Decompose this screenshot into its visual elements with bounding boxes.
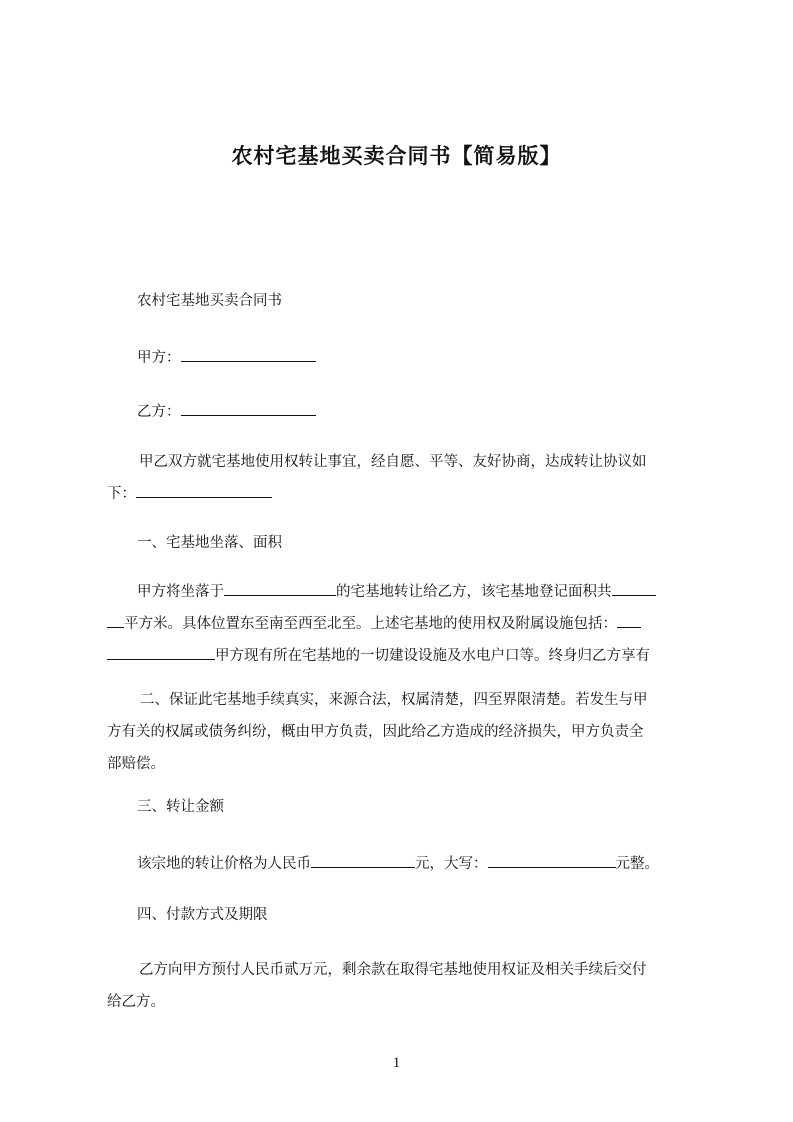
party-a-label: 甲方：	[137, 350, 181, 366]
intro-blank	[136, 481, 272, 498]
party-b-line	[137, 399, 316, 422]
s3-text-1: 该宗地的转让价格为人民币	[137, 856, 311, 872]
facilities-blank-1	[617, 611, 641, 628]
location-blank	[224, 579, 336, 596]
section-1-line-3	[107, 640, 707, 672]
section-3-heading: 三、转让金额	[137, 799, 224, 815]
section-1-paragraph	[107, 576, 707, 672]
party-b-label: 乙方：	[137, 404, 181, 420]
contract-subtitle: 农村宅基地买卖合同书	[137, 293, 282, 309]
party-b-blank	[181, 399, 316, 416]
s1-text-3: 平方米。具体位置东至南至西至北至。上述宅基地的使用权及附属设施包括：	[124, 616, 617, 632]
section-1-line-2	[107, 608, 707, 640]
page-number: 1	[392, 1055, 401, 1071]
section-2-line-3: 部赔偿。	[107, 756, 165, 772]
section-2-paragraph	[107, 684, 707, 780]
party-a-line	[137, 345, 316, 368]
area-blank-1	[612, 579, 656, 596]
document-title: 农村宅基地买卖合同书【简易版】	[231, 144, 562, 168]
s1-text-1: 甲方将坐落于	[137, 584, 224, 600]
s3-text-2: 元，大写：	[415, 856, 488, 872]
section-1-heading: 一、宅基地坐落、面积	[137, 535, 282, 551]
section-2-line-2: 方有关的权属或债务纠纷，概由甲方负责，因此给乙方造成的经济损失，甲方负责全	[107, 724, 644, 740]
intro-text: 甲乙双方就宅基地使用权转让事宜，经自愿、平等、友好协商，达成转让协议如	[139, 454, 647, 470]
section-3-price-line	[137, 851, 659, 874]
s3-text-3: 元整。	[615, 856, 659, 872]
section-4-line-2: 给乙方。	[107, 994, 165, 1010]
section-1-line-1	[107, 576, 707, 608]
price-words-blank	[488, 851, 616, 868]
section-4-heading: 四、付款方式及期限	[137, 907, 268, 923]
section-4-paragraph	[107, 954, 707, 1018]
intro-cont: 下：	[107, 486, 136, 502]
s1-text-4: 甲方现有所在宅基地的一切建设设施及水电户口等。终身归乙方享有	[215, 648, 650, 664]
intro-paragraph	[107, 446, 707, 510]
section-4-line-1: 乙方向甲方预付人民币贰万元，剩余款在取得宅基地使用权证及相关手续后交付	[139, 962, 647, 978]
facilities-blank-2	[107, 643, 215, 660]
price-blank	[311, 851, 415, 868]
section-2-line-1: 二、保证此宅基地手续真实，来源合法，权属清楚，四至界限清楚。若发生与甲	[140, 692, 648, 708]
party-a-blank	[181, 345, 316, 362]
intro-cont-line	[107, 478, 707, 510]
s1-text-2: 的宅基地转让给乙方，该宅基地登记面积共	[336, 584, 612, 600]
area-blank-2	[107, 611, 124, 628]
